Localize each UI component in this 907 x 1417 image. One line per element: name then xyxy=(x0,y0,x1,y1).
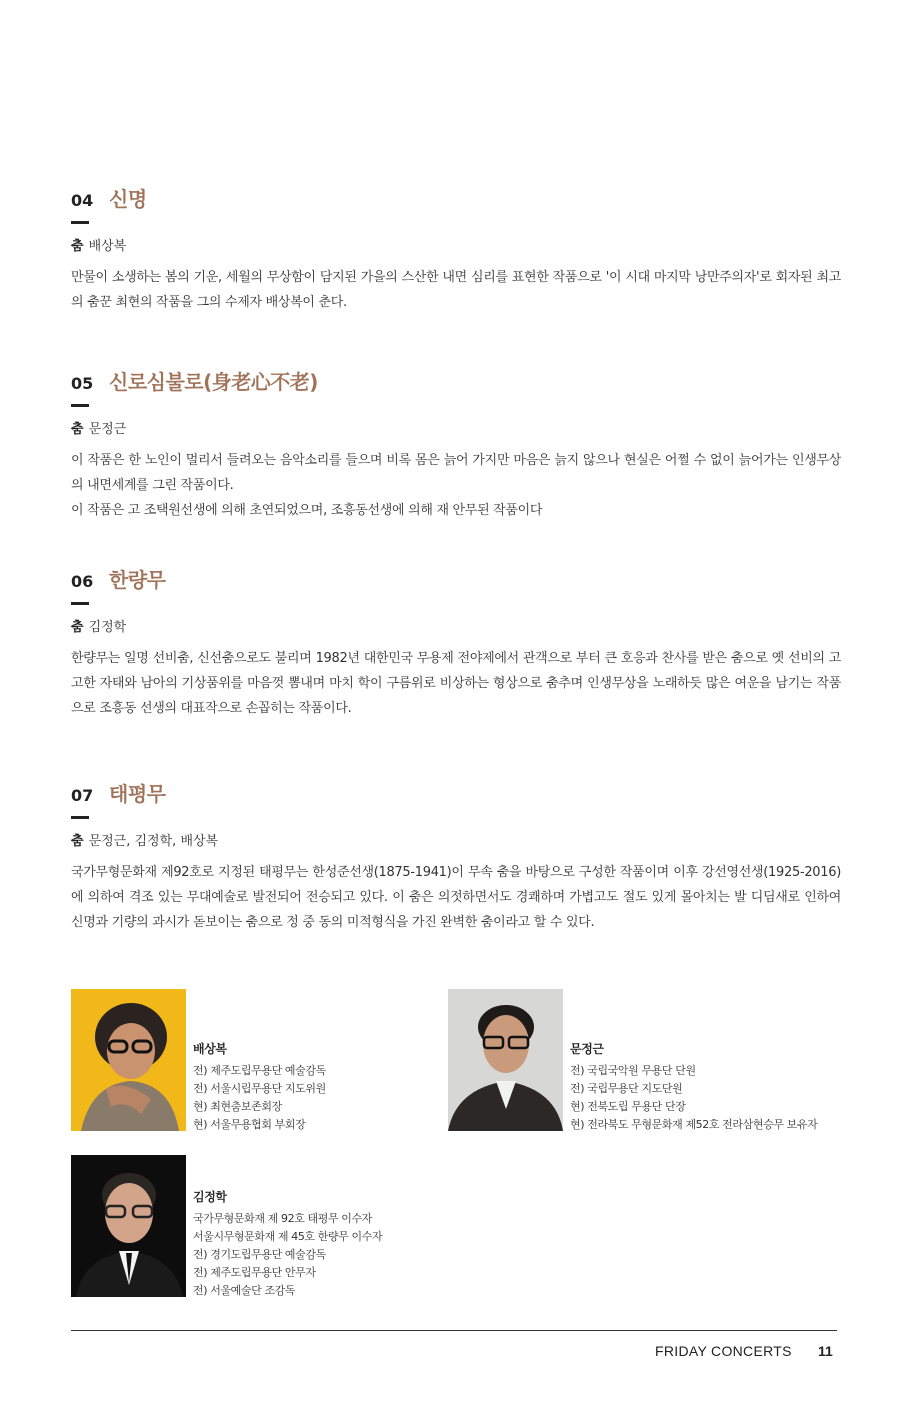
portrait-illustration xyxy=(71,1155,186,1297)
section-description xyxy=(71,646,841,721)
description-paragraph: 국가무형문화재 제92호로 지정된 태평무는 한성준선생(1875-1941)이 무속 춤을 바탕으로 구성한 작품이며 이후 강선영선생(1925-2016)에 의하여 격조 있는 무대예술로 발전되어 전승되고 있다. 이 춤은 의젓하면서도 경쾌하며 가볍고도 절도 있게 몰아치는 발 디딤새로 인하여 신명과 기량의 과시가 돋보이는 춤으로 정 중 동의 미적형식을 가진 완벽한 춤이라고 할 수 있다. xyxy=(71,865,841,930)
description-paragraph: 한량무는 일명 선비춤, 신선춤으로도 불리며 1982년 대한민국 무용제 전야제에서 관객으로 부터 큰 호응과 찬사를 받은 춤으로 옛 선비의 고고한 자태와 남아의 기상품위를 마음껏 뽐내며 마치 학이 구름위로 비상하는 형상으로 춤추며 인생무상을 노래하듯 많은 여운을 남기는 작품으로 조흥동 선생의 대표작으로 손꼽히는 작품이다. xyxy=(71,651,841,716)
section-description xyxy=(71,448,841,523)
description-paragraph: 만물이 소생하는 봄의 기운, 세월의 무상함이 담지된 가을의 스산한 내면 심리를 표현한 작품으로 '이 시대 마지막 낭만주의자'로 회자된 최고의 춤꾼 최현의 작품을 그의 수제자 배상복이 춘다. xyxy=(71,270,841,310)
section-title: 태평무 xyxy=(109,782,166,806)
career-item: 현) 전라북도 무형문화재 제52호 전라삼현승무 보유자 xyxy=(570,1118,818,1131)
performer-line xyxy=(71,619,841,637)
career-item: 전) 경기도립무용단 예술감독 xyxy=(193,1248,326,1261)
section-header xyxy=(71,564,841,594)
description-paragraph: 이 작품은 한 노인이 멀리서 들려오는 음악소리를 들으며 비록 몸은 늙어 가지만 마음은 늙지 않으나 현실은 어쩔 수 없이 늙어가는 인생무상의 내면세계를 그린 작품이다. xyxy=(71,453,841,493)
performer-label: 춤 xyxy=(71,620,84,635)
performer-bio xyxy=(193,1188,382,1300)
performer-bio xyxy=(570,1040,817,1134)
program-section-05 xyxy=(71,366,841,523)
career-item: 전) 제주도립무용단 예술감독 xyxy=(193,1064,326,1077)
program-section-06 xyxy=(71,564,841,721)
career-item: 전) 서울시립무용단 지도위원 xyxy=(193,1082,326,1095)
section-rule xyxy=(71,602,89,605)
career-item: 현) 전북도립 무용단 단장 xyxy=(570,1100,686,1113)
section-header xyxy=(71,183,841,213)
section-number: 05 xyxy=(71,374,94,393)
section-description xyxy=(71,265,841,315)
performer-label: 춤 xyxy=(71,239,84,254)
section-number: 04 xyxy=(71,191,94,210)
performer-photo xyxy=(71,989,186,1131)
section-title: 신로심불로(身老心不老) xyxy=(109,370,318,394)
performer-name: 김정학 xyxy=(193,1190,227,1204)
section-rule xyxy=(71,221,89,224)
career-item: 현) 최현춤보존회장 xyxy=(193,1100,282,1113)
performer-name: 문정근 xyxy=(570,1042,604,1056)
section-header xyxy=(71,778,841,808)
section-title: 신명 xyxy=(109,187,147,211)
section-number: 06 xyxy=(71,572,94,591)
section-header xyxy=(71,366,841,396)
footer-divider xyxy=(71,1330,837,1331)
performer-names: 배상복 xyxy=(88,239,127,254)
performer-bio xyxy=(193,1040,326,1134)
performer-photo xyxy=(71,1155,186,1297)
portrait-illustration xyxy=(71,989,186,1131)
portrait-illustration xyxy=(448,989,563,1131)
program-section-07 xyxy=(71,778,841,935)
performer-names: 김정학 xyxy=(88,620,127,635)
performer-label: 춤 xyxy=(71,834,84,849)
performer-label: 춤 xyxy=(71,422,84,437)
career-item: 현) 서울무용협회 부회장 xyxy=(193,1118,306,1131)
performer-name: 배상복 xyxy=(193,1042,227,1056)
section-rule xyxy=(71,404,89,407)
performer-line xyxy=(71,238,841,256)
performer-line xyxy=(71,833,841,851)
career-item: 전) 국립국악원 무용단 단원 xyxy=(570,1064,696,1077)
career-item: 전) 서울예술단 조감독 xyxy=(193,1284,296,1297)
program-section-04 xyxy=(71,183,841,315)
performer-photo xyxy=(448,989,563,1131)
performer-names: 문정근, 김정학, 배상복 xyxy=(88,834,219,849)
performer-line xyxy=(71,421,841,439)
career-item: 서울시무형문화재 제 45호 한량무 이수자 xyxy=(193,1230,383,1243)
section-rule xyxy=(71,816,89,819)
description-paragraph: 이 작품은 고 조택원선생에 의해 초연되었으며, 조흥동선생에 의해 재 안무된 작품이다 xyxy=(71,503,543,518)
career-item: 국가무형문화재 제 92호 태평무 이수자 xyxy=(193,1212,372,1225)
section-title: 한량무 xyxy=(109,568,166,592)
career-item: 전) 국립무용단 지도단원 xyxy=(570,1082,683,1095)
performer-names: 문정근 xyxy=(88,422,127,437)
section-description xyxy=(71,860,841,935)
career-item: 전) 제주도립무용단 안무자 xyxy=(193,1266,316,1279)
footer-label: FRIDAY CONCERTS xyxy=(655,1343,792,1359)
page-number: 11 xyxy=(818,1343,833,1359)
section-number: 07 xyxy=(71,786,94,805)
